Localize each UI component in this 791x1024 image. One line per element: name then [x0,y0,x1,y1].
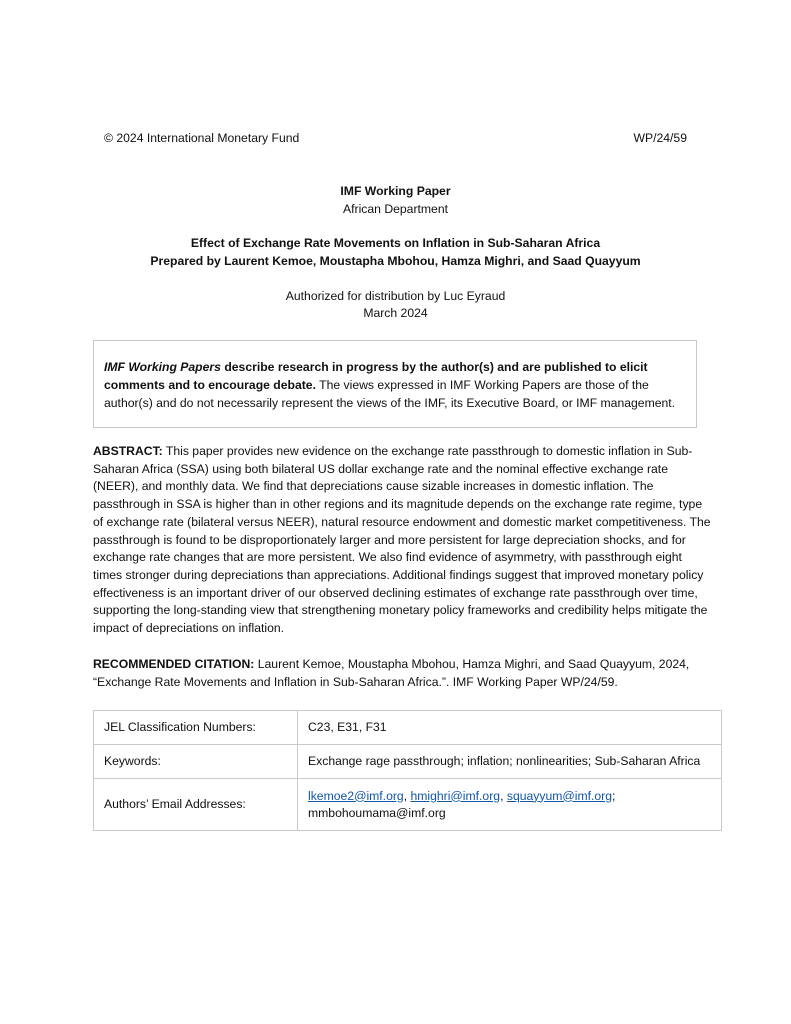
table-row [94,745,722,779]
prepared-by: Prepared by Laurent Kemoe, Moustapha Mbohou, Hamza Mighri, and Saad Quayyum [150,254,641,268]
citation-text: Laurent Kemoe, Moustapha Mbohou, Hamza Mighri, and Saad Quayyum, 2024, “Exchange Rate Movements and Inflation in Sub-Saharan Africa.”. IMF Working Paper WP/24/59. [93,657,690,689]
paper-info-table [93,710,722,831]
emails-label: Authors’ Email Addresses: [94,779,298,831]
email-link-kemoe[interactable]: lkemoe2@imf.org [308,788,404,803]
authorized-by: Authorized for distribution by Luc Eyraud [285,289,506,303]
keywords-value: Exchange rage passthrough; inflation; nonlinearities; Sub-Saharan Africa [298,745,722,779]
department: African Department [343,202,448,216]
jel-value: C23, E31, F31 [298,711,722,745]
citation-label: RECOMMENDED CITATION: [93,657,255,671]
email-separator: ; [612,788,616,803]
emails-value [298,779,722,831]
jel-label: JEL Classification Numbers: [94,711,298,745]
email-link-mighri[interactable]: hmighri@imf.org [410,788,501,803]
email-separator: , [500,788,507,803]
keywords-label: Keywords: [94,745,298,779]
disclaimer-text [104,358,686,412]
recommended-citation [93,655,713,691]
paper-series: IMF Working Paper [340,184,451,198]
table-row [94,779,722,831]
disclaimer-box [93,340,697,428]
disclaimer-bold-text: describe research in progress by the author(s) and are published to elicit comments and to encourage debate. [104,360,648,392]
disclaimer-italic-lead: IMF Working Papers [104,360,221,374]
publication-date: March 2024 [363,306,428,320]
abstract-label: ABSTRACT: [93,444,163,458]
paper-title: Effect of Exchange Rate Movements on Inflation in Sub-Saharan Africa [190,236,601,250]
abstract-text: This paper provides new evidence on the exchange rate passthrough to domestic inflation in Sub-Saharan Africa (SSA) using both bilateral US dollar exchange rate and the nominal effective exchange rate (NEER), and monthly data. We find that depreciations cause sizable increases in domestic inflation. The passthrough in SSA is higher than in other regions and its magnitude depends on the exchange rate regime, type of exchange rate (bilateral versus NEER), natural resource endowment and domestic market competitiveness. The passthrough is found to be disproportionately larger and more persistent for large depreciation shocks, and for exchange rate changes that are more persistent. We also find evidence of asymmetry, with passthrough eight times stronger during depreciations than appreciations. Additional findings suggest that improved monetary policy effectiveness is an important driver of our observed declining estimates of exchange rate passthrough over time, supporting the long-standing view that strengthening monetary policy frameworks and credibility helps mitigate the impact of depreciations on inflation. [93,444,711,636]
table-row [94,711,722,745]
disclaimer-plain-text: The views expressed in IMF Working Papers are those of the author(s) and do not necessarily represent the views of the IMF, its Executive Board, or IMF management. [104,378,676,410]
working-paper-number: WP/24/59 [633,131,687,145]
email-text-mbohou: mmbohoumama@imf.org [308,805,446,820]
copyright-notice: © 2024 International Monetary Fund [104,131,300,145]
email-separator: , [403,788,411,803]
email-link-quayyum[interactable]: squayyum@imf.org [506,788,613,803]
abstract [93,443,713,638]
